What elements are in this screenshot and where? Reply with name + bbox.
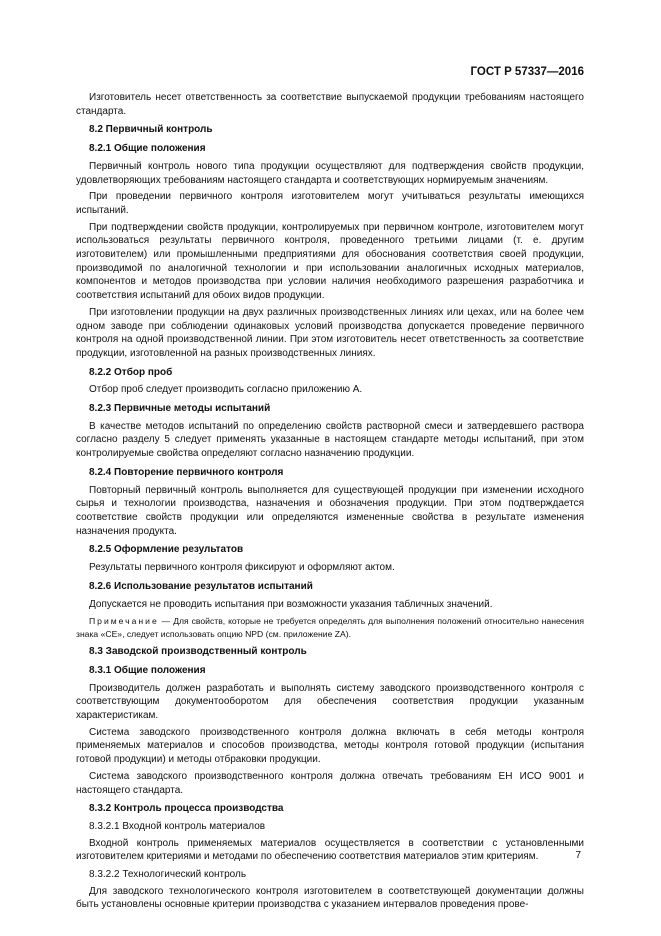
- section-heading: 8.2.3 Первичные методы испытаний: [89, 403, 271, 415]
- paragraph: При подтверждении свойств продукции, контролируемых при первичном контроле, изготовителем могут использоваться результаты первичного контроля, проведенного третьими лицами (т. е. другим изготовителем) или промышленными предприятиями для обоснования соответствия своей продукции, производимой по аналогичной технологии и при использовании аналогичных исходных материалов, компонентов и методов производства при условии наличия необходимого разрешения разработчика и соответствия испытаний для обоих видов продукции.: [76, 221, 584, 302]
- section-heading: 8.2.2 Отбор проб: [89, 366, 173, 378]
- section-heading: 8.2.5 Оформление результатов: [89, 544, 244, 556]
- paragraph: Входной контроль применяемых материалов осуществляется в соответствии с установленными изготовителем критериями и методами по обеспечению соответствия материалов этим критериям.: [76, 837, 584, 863]
- paragraph: Результаты первичного контроля фиксируют и оформляют актом.: [89, 562, 395, 574]
- note-text: — Для свойств, которые не требуется определять для выполнения положений относительно нанесения знака «СЕ», следует использовать опцию NPD (см. приложение ZA).: [76, 616, 584, 639]
- section-heading: 8.3 Заводской производственный контроль: [89, 646, 307, 658]
- paragraph: Изготовитель несет ответственность за соответствие выпускаемой продукции требованиям настоящего стандарта.: [76, 92, 584, 117]
- subsection-heading: 8.3.2.2 Технологический контроль: [89, 869, 247, 881]
- paragraph: Повторный первичный контроль выполняется для существующей продукции при изменении исходного сырья и технологии производства, назначения и обозначения продукции. При этом подтверждается соответствие свойств продукции или определяются измененные свойства в результате изменения назначения продукта.: [76, 484, 584, 537]
- section-heading: 8.2 Первичный контроль: [89, 124, 213, 136]
- paragraph: При изготовлении продукции на двух различных производственных линиях или цехах, или на более чем одном заводе при соблюдении одинаковых условий производства допускается проведение первичного контроля на одной производственной линии. При этом изготовитель несет ответственность за соответствие продукции, изготовленной на разных производственных линиях.: [76, 306, 584, 359]
- note: [76, 615, 584, 640]
- section-heading: 8.2.6 Использование результатов испытаний: [89, 580, 313, 592]
- note-label: Примечание: [89, 616, 159, 627]
- paragraph: Отбор проб следует производить согласно приложению А.: [89, 384, 363, 396]
- paragraph: Система заводского производственного контроля должна включать в себя методы контроля применяемых материалов и способов производства, методы контроля готовой продукции (испытания готовой продукции) и методы отбраковки продукции.: [76, 726, 584, 766]
- paragraph: Первичный контроль нового типа продукции осуществляют для подтверждения свойств продукции, удовлетворяющих требованиям настоящего стандарта и соответствующих нормируемым значениям.: [76, 160, 584, 186]
- paragraph: Для заводского технологического контроля изготовителем в соответствующей документации должны быть установлены основные критерии производства с указанием интервалов проведения прове-: [76, 885, 584, 911]
- paragraph: Производитель должен разработать и выполнять систему заводского производственного контроля с соответствующим документооборотом для обеспечения соответствия продукции указанным характеристикам.: [76, 682, 584, 722]
- section-heading: 8.3.1 Общие положения: [89, 664, 206, 676]
- section-heading: 8.2.4 Повторение первичного контроля: [89, 466, 284, 478]
- document-body: [76, 91, 584, 915]
- paragraph: При проведении первичного контроля изготовителем могут учитываться результаты имеющихся испытаний.: [76, 191, 584, 216]
- subsection-heading: 8.3.2.1 Входной контроль материалов: [89, 820, 266, 832]
- paragraph: В качестве методов испытаний по определению свойств растворной смеси и затвердевшего раствора согласно разделу 5 следует применять указанные в настоящем стандарте методы испытаний, при этом контролируемые свойства определяют согласно назначению продукции.: [76, 420, 584, 460]
- section-heading: 8.3.2 Контроль процесса производства: [89, 803, 284, 815]
- paragraph: Система заводского производственного контроля должна отвечать требованиям ЕН ИСО 9001 и настоящего стандарта.: [76, 770, 584, 796]
- paragraph: Допускается не проводить испытания при возможности указания табличных значений.: [89, 598, 493, 610]
- section-heading: 8.2.1 Общие положения: [89, 143, 206, 155]
- page-number: 7: [575, 850, 581, 861]
- standard-header: ГОСТ Р 57337—2016: [470, 66, 584, 78]
